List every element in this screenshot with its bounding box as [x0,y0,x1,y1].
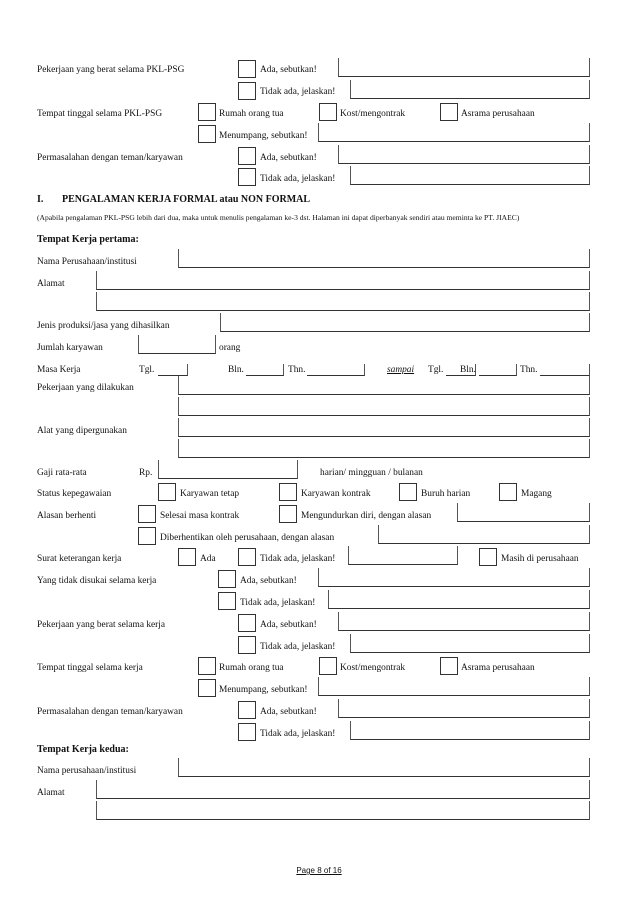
kerja1-tinggal-label: Tempat tinggal selama kerja [37,663,143,673]
kerja1-gaji-field[interactable] [158,460,298,479]
kerja1-diberhentikan-checkbox[interactable] [138,527,156,545]
pkl-kost-checkbox[interactable] [319,103,337,121]
kerja1-berat-tidak-label: Tidak ada, jelaskan! [260,642,336,652]
kerja2-nama-field[interactable] [178,758,590,777]
section-title: PENGALAMAN KERJA FORMAL atau NON FORMAL [62,194,311,205]
kerja1-selesai-checkbox[interactable] [138,505,156,523]
kerja1-tgl2-label: Tgl. [428,365,444,375]
kerja1-thn-field[interactable] [307,364,365,376]
pkl-rumah-checkbox[interactable] [198,103,216,121]
kerja1-jumlah-field[interactable] [138,335,216,354]
kerja1-alat-label: Alat yang dipergunakan [37,426,127,436]
kerja1-disukai-tidak-label: Tidak ada, jelaskan! [240,598,316,608]
kerja1-masih-checkbox[interactable] [479,548,497,566]
kerja1-magang-checkbox[interactable] [499,483,517,501]
kerja1-tetap-checkbox[interactable] [158,483,176,501]
kerja1-berat-tidak-checkbox[interactable] [238,636,256,654]
kerja1-permasalahan-tidak-label: Tidak ada, jelaskan! [260,729,336,739]
kerja1-bln-field[interactable] [246,364,284,376]
pkl-menumpang-field[interactable] [318,123,590,142]
kerja1-bln-label: Bln. [228,365,244,375]
pkl-asrama-checkbox[interactable] [440,103,458,121]
pkl-kost-label: Kost/mengontrak [340,109,406,119]
kerja1-permasalahan-ada-field[interactable] [338,699,590,718]
kerja1-berat-tidak-field[interactable] [350,634,590,653]
kerja1-menumpang-label: Menumpang, sebutkan! [219,685,308,695]
kerja1-berat-label: Pekerjaan yang berat selama kerja [37,620,166,630]
pkl-menumpang-checkbox[interactable] [198,125,216,143]
kerja1-tgl-label: Tgl. [139,365,155,375]
kerja1-disukai-tidak-field[interactable] [328,590,590,609]
pkl-permasalahan-ada-label: Ada, sebutkan! [260,153,317,163]
kerja1-jenis-field[interactable] [220,313,590,332]
kerja1-surat-label: Surat keterangan kerja [37,554,122,564]
pkl-permasalahan-ada-field[interactable] [338,145,590,164]
kerja1-surat-tidak-label: Tidak ada, jelaskan! [260,554,336,564]
kerja1-disukai-ada-label: Ada, sebutkan! [240,576,297,586]
kerja1-diberhentikan-label: Diberhentikan oleh perusahaan, dengan alasan [160,533,335,543]
pkl-rumah-label: Rumah orang tua [219,109,284,119]
kerja1-mundur-label: Mengundurkan diri, dengan alasan [301,511,432,521]
pkl-pekerjaan-berat-label: Pekerjaan yang berat selama PKL-PSG [37,65,185,75]
kerja1-tetap-label: Karyawan tetap [180,489,240,499]
kerja1-jumlah-label: Jumlah karyawan [37,343,103,353]
pkl-permasalahan-label: Permasalahan dengan teman/karyawan [37,153,183,163]
pkl-menumpang-label: Menumpang, sebutkan! [219,131,308,141]
pkl-pekerjaan-tidak-field[interactable] [350,80,590,99]
kerja1-menumpang-checkbox[interactable] [198,679,216,697]
kerja1-menumpang-field[interactable] [318,677,590,696]
kerja1-alat-field-1[interactable] [178,418,590,437]
kerja1-status-label: Status kepegawaian [37,489,112,499]
kerja1-selesai-label: Selesai masa kontrak [160,511,240,521]
kerja1-sampai-label: sampai [387,365,415,375]
section-number: I. [37,194,44,205]
kerja1-alat-field-2[interactable] [178,439,590,458]
kerja1-alamat-label: Alamat [37,279,65,289]
kerja1-kost-label: Kost/mengontrak [340,663,406,673]
kerja1-harian-label: Buruh harian [421,489,471,499]
kerja1-masa-label: Masa Kerja [37,365,81,375]
kerja1-nama-label: Nama Perusahaan/institusi [37,257,137,267]
kerja1-thn2-label: Thn. [520,365,538,375]
kerja1-alamat-field-1[interactable] [96,271,590,290]
kerja1-gaji-label: Gaji rata-rata [37,468,87,478]
kerja2-heading: Tempat Kerja kedua: [37,744,129,755]
kerja1-surat-ada-label: Ada [200,554,216,564]
kerja1-permasalahan-ada-checkbox[interactable] [238,701,256,719]
pkl-permasalahan-tidak-label: Tidak ada, jelaskan! [260,174,336,184]
kerja1-bln2-field[interactable] [479,364,517,376]
kerja1-berat-ada-checkbox[interactable] [238,614,256,632]
kerja1-surat-tidak-checkbox[interactable] [238,548,256,566]
pkl-permasalahan-ada-checkbox[interactable] [238,147,256,165]
kerja1-thn-label: Thn. [288,365,306,375]
kerja2-alamat-field-1[interactable] [96,780,590,799]
pkl-pekerjaan-ada-label: Ada, sebutkan! [260,65,317,75]
kerja1-thn2-field[interactable] [540,364,590,376]
kerja1-mundur-field[interactable] [457,503,590,522]
pkl-pekerjaan-tidak-label: Tidak ada, jelaskan! [260,87,336,97]
kerja1-rumah-label: Rumah orang tua [219,663,284,673]
kerja1-tidak-disukai-label: Yang tidak disukai selama kerja [37,576,157,586]
kerja1-jenis-label: Jenis produksi/jasa yang dihasilkan [37,321,170,331]
pkl-pekerjaan-ada-checkbox[interactable] [238,60,256,78]
page-footer [0,866,638,875]
kerja1-permasalahan-ada-label: Ada, sebutkan! [260,707,317,717]
kerja1-permasalahan-tidak-field[interactable] [350,721,590,740]
kerja1-disukai-ada-field[interactable] [318,568,590,587]
pkl-tempat-tinggal-label: Tempat tinggal selama PKL-PSG [37,109,163,119]
kerja1-harian-checkbox[interactable] [399,483,417,501]
kerja1-rp-label: Rp. [139,468,153,478]
pkl-pekerjaan-tidak-checkbox[interactable] [238,82,256,100]
kerja1-tgl-field[interactable] [158,364,188,376]
kerja1-kontrak-label: Karyawan kontrak [301,489,371,499]
kerja1-asrama-label: Asrama perusahaan [461,663,535,673]
kerja1-pekerjaan-label: Pekerjaan yang dilakukan [37,383,134,393]
kerja1-berat-ada-field[interactable] [338,612,590,631]
kerja1-asrama-checkbox[interactable] [440,657,458,675]
kerja2-nama-label: Nama perusahaan/institusi [37,766,137,776]
kerja1-masih-label: Masih di perusahaan [501,554,579,564]
section-note: (Apabila pengalaman PKL-PSG lebih dari dua, maka untuk menulis pengalaman ke-3 dst. Halaman ini dapat diperbanyak sendiri atau meminta ke PT. JIAEC) [37,213,520,222]
kerja1-disukai-ada-checkbox[interactable] [218,570,236,588]
pkl-pekerjaan-ada-field[interactable] [338,58,590,77]
kerja1-permasalahan-label: Permasalahan dengan teman/karyawan [37,707,183,717]
kerja1-rumah-checkbox[interactable] [198,657,216,675]
kerja2-alamat-label: Alamat [37,788,65,798]
kerja1-kost-checkbox[interactable] [319,657,337,675]
kerja1-disukai-tidak-checkbox[interactable] [218,592,236,610]
kerja1-berat-ada-label: Ada, sebutkan! [260,620,317,630]
kerja1-alamat-field-2[interactable] [96,292,590,311]
kerja1-diberhentikan-field[interactable] [378,525,590,544]
kerja1-surat-ada-checkbox[interactable] [178,548,196,566]
kerja1-nama-field[interactable] [178,249,590,268]
pkl-permasalahan-tidak-checkbox[interactable] [238,168,256,186]
kerja1-mundur-checkbox[interactable] [279,505,297,523]
kerja1-magang-label: Magang [521,489,552,499]
pkl-asrama-label: Asrama perusahaan [461,109,535,119]
page-number: Page 8 of 16 [296,866,342,875]
kerja1-surat-tidak-field[interactable] [348,546,458,565]
kerja1-alasan-label: Alasan berhenti [37,511,97,521]
kerja1-orang-label: orang [219,343,241,353]
kerja1-pekerjaan-field-1[interactable] [178,376,590,395]
kerja1-bln2-label: Bln. [460,365,476,375]
kerja1-kontrak-checkbox[interactable] [279,483,297,501]
kerja2-alamat-field-2[interactable] [96,801,590,820]
kerja1-pekerjaan-field-2[interactable] [178,397,590,416]
kerja1-heading: Tempat Kerja pertama: [37,234,139,245]
pkl-permasalahan-tidak-field[interactable] [350,166,590,185]
kerja1-periode-label: harian/ mingguan / bulanan [320,468,423,478]
kerja1-permasalahan-tidak-checkbox[interactable] [238,723,256,741]
